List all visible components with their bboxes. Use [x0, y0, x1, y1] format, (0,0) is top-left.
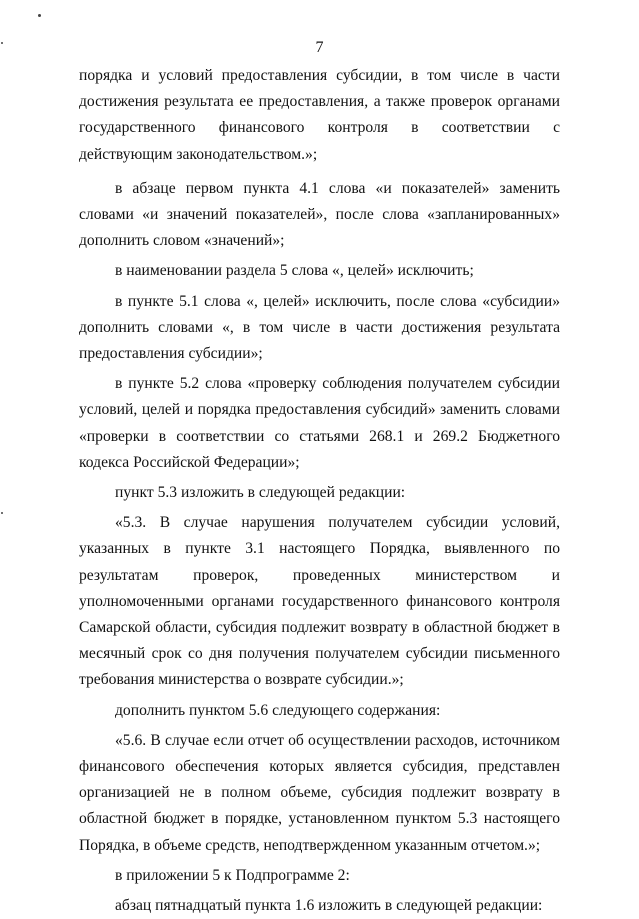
- paragraph: в абзаце первом пункта 4.1 слова «и показателей» заменить словами «и значений показателей», после слова «запланированных» дополнить словом «значений»;: [79, 179, 560, 250]
- paragraph: в пункте 5.2 слова «проверку соблюдения получателем субсидии условий, целей и порядка предоставления субсидий» заменить словами «проверки в соответствии со статьями 268.1 и 269.2 Бюджетного кодекса Российской Федерации»;: [79, 375, 560, 471]
- paragraph: «5.3. В случае нарушения получателем субсидии условий, указанных в пункте 3.1 настоящего Порядка, выявленного по результатам проверок, проведенных министерством и уполномоченными органами государственного финансового контроля Самарской области, субсидия подлежит возврату в областной бюджет в месячный срок со дня получения получателем субсидии письменного требования министерства о возврате субсидии.»;: [79, 514, 560, 689]
- paragraph: порядка и условий предоставления субсидии, в том числе в части достижения результата ее предоставления, а также проверок органами государственного финансового контроля в соответствии с действующим законодательством.»;: [79, 67, 560, 163]
- paragraph: «5.6. В случае если отчет об осуществлении расходов, источником финансового обеспечения которых является субсидия, представлен организацией не в полном объеме, субсидия подлежит возврату в областной бюджет в порядке, установленном пунктом 5.3 настоящего Порядка, в объеме средств, неподтвержденном указанным отчетом.»;: [79, 731, 560, 854]
- paragraph: в пункте 5.1 слова «, целей» исключить, после слова «субсидии» дополнить словами «, в том числе в части достижения результата предоставления субсидии»;: [79, 292, 560, 363]
- paragraph: пункт 5.3 изложить в следующей редакции:: [115, 484, 406, 502]
- scan-speck: [1, 512, 3, 514]
- paragraph: в наименовании раздела 5 слова «, целей» исключить;: [115, 262, 474, 280]
- scan-speck: [38, 14, 41, 17]
- paragraph: абзац пятнадцатый пункта 1.6 изложить в следующей редакции:: [115, 897, 543, 915]
- paragraph: дополнить пунктом 5.6 следующего содержания:: [115, 701, 441, 719]
- document-body: [79, 63, 560, 919]
- page-number: 7: [315, 39, 324, 56]
- paragraph: в приложении 5 к Подпрограмме 2:: [115, 866, 350, 884]
